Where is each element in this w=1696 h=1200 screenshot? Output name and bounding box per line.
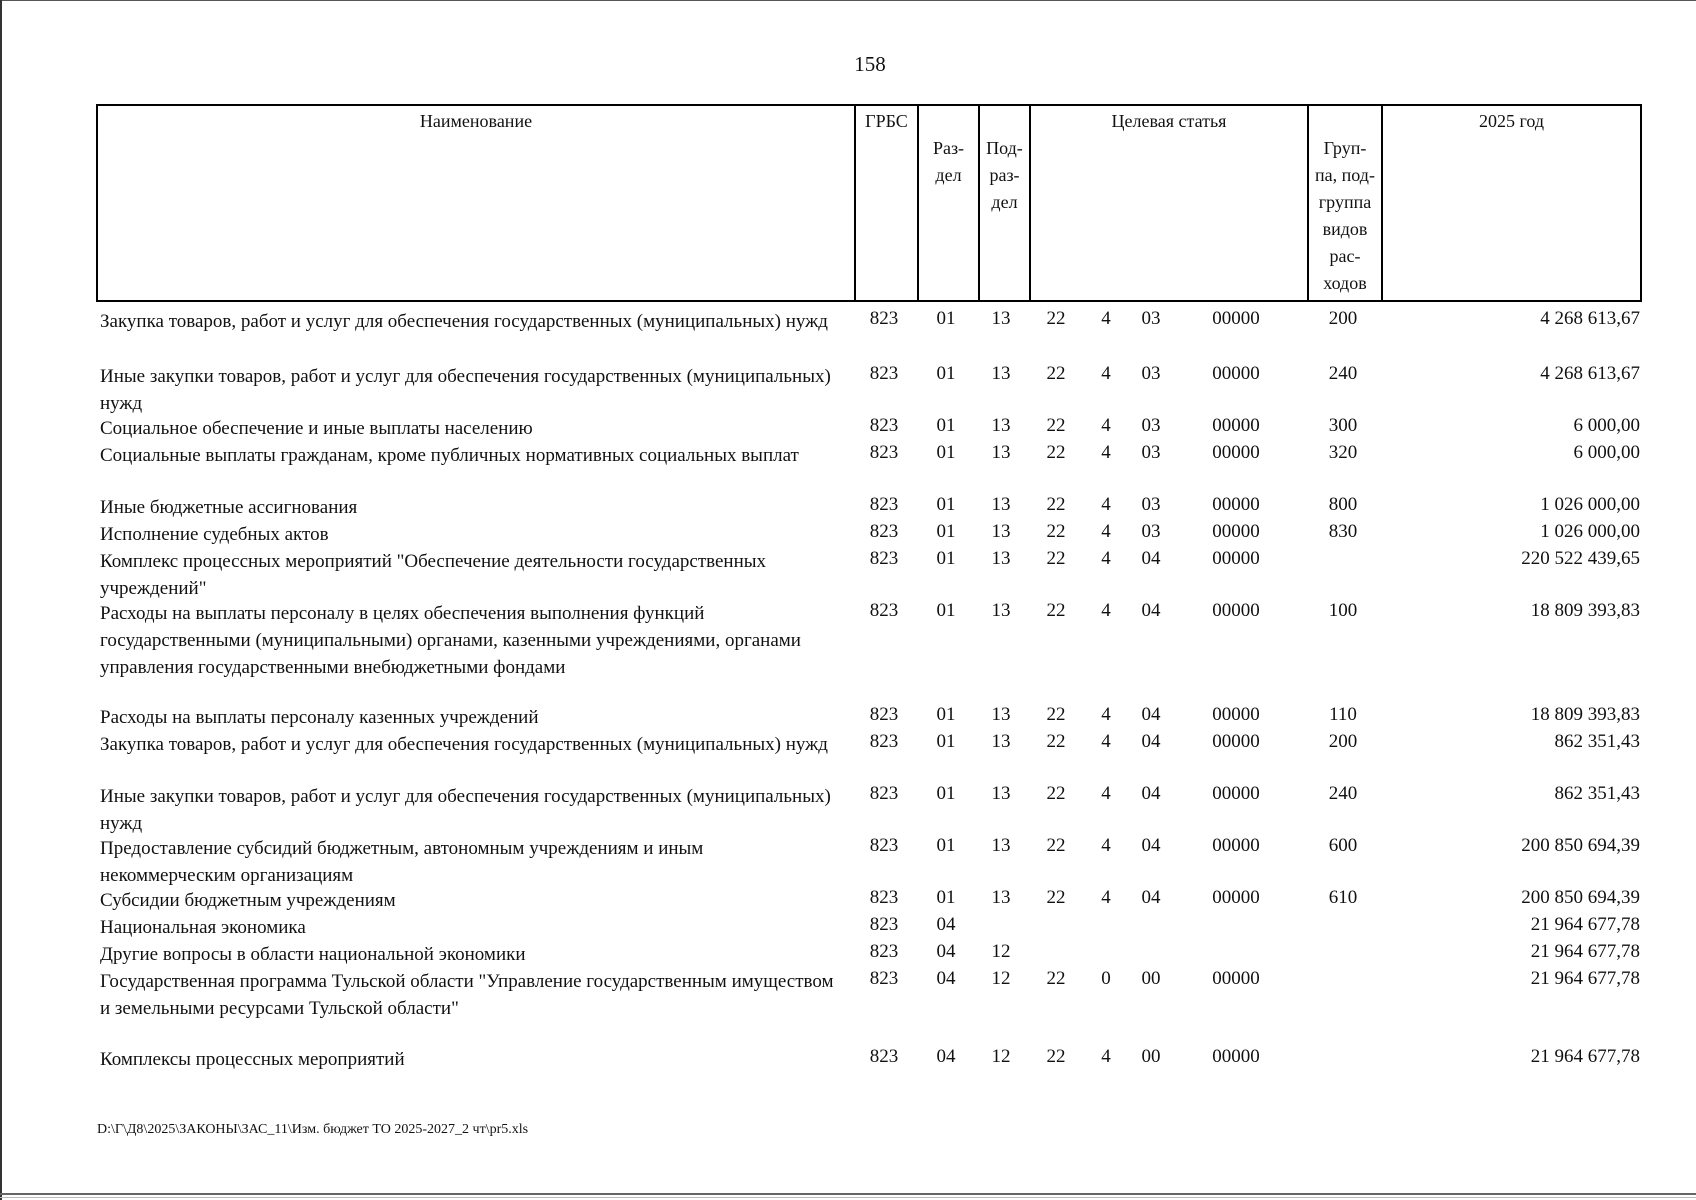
cell-razdel: 01 <box>936 521 956 542</box>
cell-razdel: 04 <box>936 914 956 935</box>
cell-grbs: 823 <box>869 914 899 935</box>
cell-name: Иные закупки товаров, работ и услуг для обеспечения государственных (муниципальных) нужд <box>100 366 831 414</box>
cell-target-type: 4 <box>1101 783 1111 804</box>
cell-target-type: 4 <box>1101 887 1111 908</box>
cell-razdel: 01 <box>936 548 956 569</box>
cell-target-direction: 00000 <box>1212 548 1260 569</box>
header-razdel-label: Раз- дел <box>932 138 965 185</box>
cell-target-structure: 03 <box>1141 363 1161 384</box>
cell-target-structure: 04 <box>1141 548 1161 569</box>
cell-target-structure: 04 <box>1141 600 1161 621</box>
cell-podrazdel: 12 <box>991 1046 1011 1067</box>
cell-target-direction: 00000 <box>1212 308 1260 329</box>
cell-podrazdel: 13 <box>991 363 1011 384</box>
cell-grbs: 823 <box>869 494 899 515</box>
cell-amount: 21 964 677,78 <box>1530 968 1640 989</box>
cell-expense-group: 200 <box>1328 731 1358 752</box>
cell-expense-group: 830 <box>1328 521 1358 542</box>
cell-podrazdel: 13 <box>991 415 1011 436</box>
table-row <box>96 1040 1642 1080</box>
cell-podrazdel: 13 <box>991 731 1011 752</box>
cell-podrazdel: 13 <box>991 835 1011 856</box>
cell-amount: 4 268 613,67 <box>1540 363 1640 384</box>
cell-target-direction: 00000 <box>1212 1046 1260 1067</box>
cell-expense-group: 110 <box>1329 704 1357 725</box>
footer-file-path: D:\Г\Д8\2025\ЗАКОНЫ\ЗАС_11\Изм. бюджет ТО 2025-2027_2 чт\pr5.xls <box>97 1122 529 1137</box>
cell-target-program: 22 <box>1046 783 1066 804</box>
cell-grbs: 823 <box>869 415 899 436</box>
cell-target-program: 22 <box>1046 968 1066 989</box>
cell-expense-group: 100 <box>1328 600 1358 621</box>
table-row <box>96 542 1642 599</box>
table-header <box>96 104 1642 302</box>
cell-target-direction: 00000 <box>1212 968 1260 989</box>
page-frame-bottom <box>0 1193 1696 1195</box>
header-razdel <box>917 106 978 300</box>
cell-podrazdel: 13 <box>991 783 1011 804</box>
cell-target-structure: 03 <box>1141 415 1161 436</box>
cell-amount: 200 850 694,39 <box>1521 887 1640 908</box>
cell-target-structure: 00 <box>1141 968 1161 989</box>
cell-grbs: 823 <box>869 941 899 962</box>
table-row <box>96 488 1642 518</box>
cell-target-structure: 03 <box>1141 494 1161 515</box>
cell-razdel: 01 <box>936 783 956 804</box>
cell-name: Закупка товаров, работ и услуг для обеспечения государственных (муниципальных) нужд <box>100 311 828 332</box>
table-row <box>96 698 1642 728</box>
page-frame-left <box>0 0 2 1200</box>
cell-target-direction: 00000 <box>1212 600 1260 621</box>
table-row <box>96 777 1642 834</box>
cell-expense-group: 600 <box>1328 835 1358 856</box>
cell-razdel: 01 <box>936 600 956 621</box>
cell-name: Иные бюджетные ассигнования <box>100 497 358 518</box>
cell-razdel: 04 <box>936 968 956 989</box>
cell-amount: 220 522 439,65 <box>1521 548 1640 569</box>
cell-grbs: 823 <box>869 731 899 752</box>
table-row <box>96 409 1642 439</box>
cell-target-program: 22 <box>1046 521 1066 542</box>
cell-target-program: 22 <box>1046 415 1066 436</box>
cell-razdel: 01 <box>936 308 956 329</box>
cell-podrazdel: 13 <box>991 600 1011 621</box>
header-podrazdel-label: Под- раз- дел <box>986 138 1023 212</box>
cell-target-type: 4 <box>1101 521 1111 542</box>
cell-target-type: 4 <box>1101 442 1111 463</box>
cell-expense-group: 240 <box>1328 363 1358 384</box>
cell-name: Иные закупки товаров, работ и услуг для обеспечения государственных (муниципальных) нужд <box>100 786 831 834</box>
cell-target-program: 22 <box>1046 731 1066 752</box>
page-frame-top <box>0 0 1696 1</box>
cell-target-direction: 00000 <box>1212 442 1260 463</box>
cell-grbs: 823 <box>869 1046 899 1067</box>
header-name <box>98 106 854 300</box>
table-row <box>96 829 1642 886</box>
cell-podrazdel: 13 <box>991 494 1011 515</box>
page-frame-bottom-inner <box>0 1197 1696 1198</box>
cell-grbs: 823 <box>869 363 899 384</box>
cell-target-direction: 00000 <box>1212 887 1260 908</box>
cell-podrazdel: 13 <box>991 704 1011 725</box>
cell-razdel: 04 <box>936 1046 956 1067</box>
cell-target-structure: 00 <box>1141 1046 1161 1067</box>
cell-podrazdel: 13 <box>991 521 1011 542</box>
cell-name: Исполнение судебных актов <box>100 524 329 545</box>
cell-target-type: 4 <box>1101 415 1111 436</box>
cell-name: Комплексы процессных мероприятий <box>100 1049 405 1070</box>
cell-target-type: 4 <box>1101 600 1111 621</box>
header-year-label: 2025 год <box>1478 111 1545 131</box>
cell-grbs: 823 <box>869 600 899 621</box>
cell-target-direction: 00000 <box>1212 731 1260 752</box>
header-grbs-label: ГРБС <box>865 111 908 131</box>
cell-target-program: 22 <box>1046 600 1066 621</box>
cell-amount: 4 268 613,67 <box>1540 308 1640 329</box>
cell-razdel: 01 <box>936 442 956 463</box>
cell-grbs: 823 <box>869 783 899 804</box>
cell-grbs: 823 <box>869 968 899 989</box>
header-group <box>1307 106 1381 300</box>
cell-target-structure: 03 <box>1141 308 1161 329</box>
cell-razdel: 01 <box>936 704 956 725</box>
header-grbs <box>854 106 917 300</box>
cell-grbs: 823 <box>869 548 899 569</box>
cell-razdel: 01 <box>936 415 956 436</box>
cell-name: Закупка товаров, работ и услуг для обеспечения государственных (муниципальных) нужд <box>100 734 828 755</box>
cell-razdel: 01 <box>936 887 956 908</box>
cell-podrazdel: 12 <box>991 968 1011 989</box>
header-year <box>1381 106 1640 300</box>
table-row <box>96 594 1642 698</box>
cell-target-program: 22 <box>1046 308 1066 329</box>
table-row <box>96 302 1642 357</box>
table-row <box>96 725 1642 777</box>
cell-amount: 21 964 677,78 <box>1530 1046 1640 1067</box>
cell-target-type: 4 <box>1101 704 1111 725</box>
cell-podrazdel: 13 <box>991 548 1011 569</box>
cell-target-direction: 00000 <box>1212 783 1260 804</box>
cell-target-program: 22 <box>1046 835 1066 856</box>
cell-target-type: 4 <box>1101 363 1111 384</box>
cell-target-type: 4 <box>1101 1046 1111 1067</box>
cell-amount: 862 351,43 <box>1554 731 1640 752</box>
cell-expense-group: 200 <box>1328 308 1358 329</box>
cell-expense-group: 610 <box>1328 887 1358 908</box>
cell-name: Национальная экономика <box>100 917 306 938</box>
cell-name: Социальное обеспечение и иные выплаты населению <box>100 418 533 439</box>
cell-razdel: 04 <box>936 941 956 962</box>
cell-amount: 21 964 677,78 <box>1530 914 1640 935</box>
cell-target-program: 22 <box>1046 887 1066 908</box>
cell-amount: 1 026 000,00 <box>1540 521 1640 542</box>
table-row <box>96 962 1642 1040</box>
cell-target-program: 22 <box>1046 704 1066 725</box>
table-row <box>96 881 1642 911</box>
cell-amount: 200 850 694,39 <box>1521 835 1640 856</box>
cell-name: Предоставление субсидий бюджетным, автономным учреждениям и иным некоммерческим организациям <box>100 838 704 886</box>
cell-grbs: 823 <box>869 887 899 908</box>
cell-target-type: 4 <box>1101 308 1111 329</box>
cell-target-direction: 00000 <box>1212 521 1260 542</box>
cell-amount: 21 964 677,78 <box>1530 941 1640 962</box>
cell-target-type: 0 <box>1101 968 1111 989</box>
cell-podrazdel: 13 <box>991 887 1011 908</box>
cell-grbs: 823 <box>869 704 899 725</box>
cell-target-direction: 00000 <box>1212 415 1260 436</box>
cell-target-direction: 00000 <box>1212 363 1260 384</box>
table-body <box>96 302 1642 1080</box>
cell-target-type: 4 <box>1101 731 1111 752</box>
cell-amount: 862 351,43 <box>1554 783 1640 804</box>
page-number: 158 <box>854 52 886 76</box>
cell-razdel: 01 <box>936 731 956 752</box>
cell-target-structure: 04 <box>1141 704 1161 725</box>
cell-expense-group: 320 <box>1328 442 1358 463</box>
cell-grbs: 823 <box>869 835 899 856</box>
header-target-label: Целевая статья <box>1111 111 1227 131</box>
cell-expense-group: 800 <box>1328 494 1358 515</box>
cell-target-program: 22 <box>1046 494 1066 515</box>
cell-target-type: 4 <box>1101 548 1111 569</box>
table-row <box>96 357 1642 414</box>
table-row <box>96 908 1642 938</box>
cell-podrazdel: 13 <box>991 308 1011 329</box>
cell-amount: 18 809 393,83 <box>1530 704 1640 725</box>
cell-target-structure: 03 <box>1141 442 1161 463</box>
cell-target-type: 4 <box>1101 494 1111 515</box>
cell-target-structure: 04 <box>1141 783 1161 804</box>
header-target <box>1029 106 1307 300</box>
cell-razdel: 01 <box>936 363 956 384</box>
cell-razdel: 01 <box>936 494 956 515</box>
cell-target-program: 22 <box>1046 1046 1066 1067</box>
cell-target-direction: 00000 <box>1212 835 1260 856</box>
cell-name: Государственная программа Тульской области "Управление государственным имуществом и земельными ресурсами Тульской области" <box>100 971 834 1019</box>
header-group-label: Груп- па, под- группа видов рас- ходов <box>1315 138 1375 293</box>
cell-amount: 18 809 393,83 <box>1530 600 1640 621</box>
cell-name: Субсидии бюджетным учреждениям <box>100 890 396 911</box>
cell-podrazdel: 13 <box>991 442 1011 463</box>
cell-target-type: 4 <box>1101 835 1111 856</box>
cell-target-structure: 03 <box>1141 521 1161 542</box>
cell-expense-group: 240 <box>1328 783 1358 804</box>
cell-name: Другие вопросы в области национальной экономики <box>100 944 526 965</box>
cell-amount: 6 000,00 <box>1573 442 1640 463</box>
cell-target-structure: 04 <box>1141 835 1161 856</box>
cell-grbs: 823 <box>869 308 899 329</box>
cell-target-structure: 04 <box>1141 731 1161 752</box>
cell-amount: 6 000,00 <box>1573 415 1640 436</box>
cell-name: Комплекс процессных мероприятий "Обеспечение деятельности государственных учреждений" <box>100 551 767 599</box>
cell-target-program: 22 <box>1046 363 1066 384</box>
cell-expense-group: 300 <box>1328 415 1358 436</box>
cell-name: Расходы на выплаты персоналу казенных учреждений <box>100 707 539 728</box>
cell-podrazdel: 12 <box>991 941 1011 962</box>
cell-target-program: 22 <box>1046 548 1066 569</box>
table-row <box>96 436 1642 488</box>
cell-target-structure: 04 <box>1141 887 1161 908</box>
cell-amount: 1 026 000,00 <box>1540 494 1640 515</box>
table-row <box>96 515 1642 545</box>
cell-target-program: 22 <box>1046 442 1066 463</box>
cell-name: Социальные выплаты гражданам, кроме публичных нормативных социальных выплат <box>100 445 799 466</box>
cell-grbs: 823 <box>869 442 899 463</box>
cell-razdel: 01 <box>936 835 956 856</box>
cell-target-direction: 00000 <box>1212 494 1260 515</box>
header-name-label: Наименование <box>419 111 533 131</box>
cell-grbs: 823 <box>869 521 899 542</box>
table-row <box>96 935 1642 965</box>
header-podrazdel <box>978 106 1029 300</box>
cell-name: Расходы на выплаты персоналу в целях обеспечения выполнения функций государственными (муниципальными) органами, казенными учреждениями, органами управления государственными внебюджетными фондами <box>100 603 801 678</box>
cell-target-direction: 00000 <box>1212 704 1260 725</box>
